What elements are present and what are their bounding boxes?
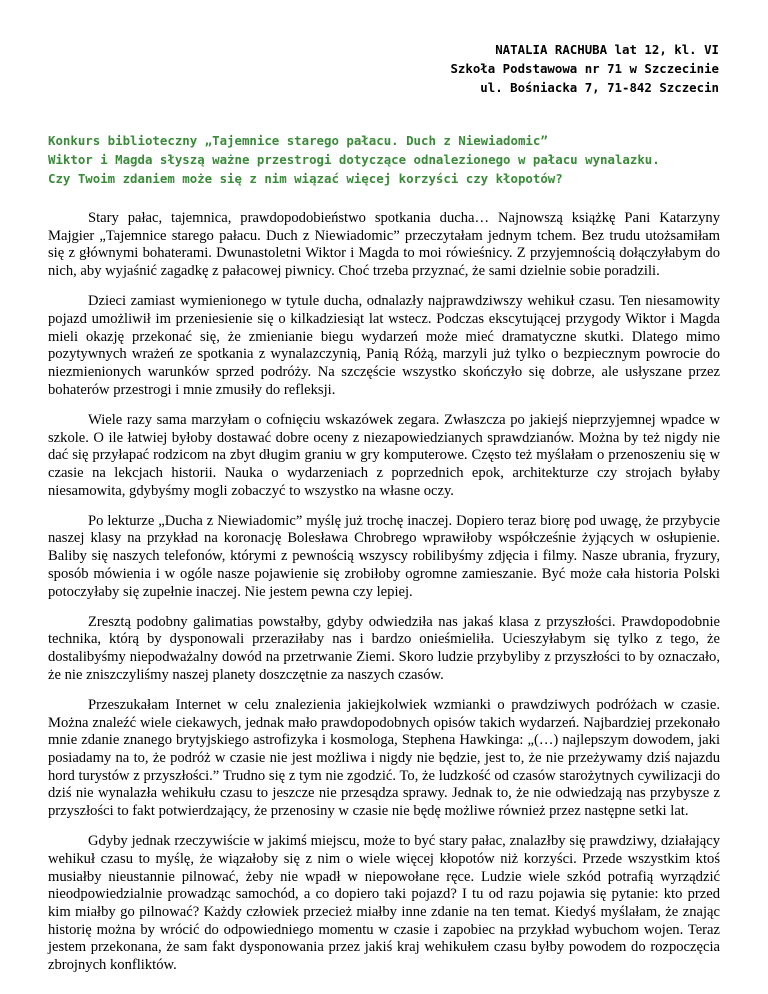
contest-heading — [48, 131, 720, 188]
school-line: Szkoła Podstawowa nr 71 w Szczecinie — [450, 61, 719, 76]
essay-paragraph: Zresztą podobny galimatias powstałby, gdyby odwiedziła nas jakaś klasa z przyszłości. Prawdopodobnie technika, którą by dysponowali przeraziłaby nas i bardzo onieśmieliła. Ucieszyłabym się tylko z tego, że dostalibyśmy niepodważalny dowód na przetrwanie Ziemi. Skoro ludzie przybyliby z przyszłości to by oznaczało, że nie zniszczyliśmy naszej planety doszczętnie za naszych czasów. — [48, 613, 720, 683]
address-line: ul. Bośniacka 7, 71-842 Szczecin — [480, 80, 719, 95]
essay-paragraph: Wiele razy sama marzyłam o cofnięciu wskazówek zegara. Zwłaszcza po jakiejś nieprzyjemnej wpadce w szkole. O ile łatwiej byłoby dostawać dobre oceny z niezapowiedzianych sprawdzianów. Można by też nigdy nie dać się przyłapać rodzicom na zbyt długim graniu w gry komputerowe. Często też myślałam o przenoszeniu się w czasie na lekcjach historii. Nauka o wydarzeniach z poprzednich epok, architekturze czy strojach byłaby niesamowita, gdybyśmy mogli zobaczyć to wszystko na własne oczy. — [48, 411, 720, 499]
essay-body — [48, 210, 720, 975]
contest-topic-line: Wiktor i Magda słyszą ważne przestrogi dotyczące odnalezionego w pałacu wynalazku. — [48, 152, 660, 167]
contest-title-line: Konkurs biblioteczny „Tajemnice starego pałacu. Duch z Niewiadomic” — [48, 133, 548, 148]
essay-paragraph: Gdyby jednak rzeczywiście w jakimś miejscu, może to być stary pałac, znalazłby się prawdziwy, działający wehikuł czasu to myślę, że wiązałoby się z nim o wiele więcej kłopotów niż korzyści. Przede wszystkim ktoś musiałby nieustannie pilnować, żeby nie wpadł w niepowołane ręce. Ludzie wiele szkód potrafią wyrządzić nieodpowiedzialnie prowadząc samochód, a co dopiero taki pojazd? I tu od razu pojawia się pytanie: kto przed kim miałby go pilnować? Każdy człowiek przecież miałby inne zdanie na ten temat. Kiedyś myślałam, że znając historię można by wrócić do odpowiedniego momentu w czasie i zapobiec na przykład wybuchom wojen. Teraz jestem przekonana, że sam fakt dysponowania przez jakiś kraj wehikułem czasu byłby powodem do rozpoczęcia zbrojnych konfliktów. — [48, 833, 720, 974]
essay-paragraph: Dzieci zamiast wymienionego w tytule ducha, odnalazły najprawdziwszy wehikuł czasu. Ten niesamowity pojazd umożliwił im przeniesienie się o kilkadziesiąt lat wstecz. Podczas ekscytującej przygody Wiktor i Magda mieli okazję przekonać się, że zmienianie biegu wydarzeń może mieć dramatyczne skutki. Dlatego mimo pozytywnych wrażeń ze spotkania z wynalazczynią, Panią Różą, marzyli już tylko o bezpiecznym powrocie do niezmienionych warunków sprzed podróży. Na szczęście wszystko skończyło się dobrze, ale usłyszane przez bohaterów przestrogi i mnie zmusiły do refleksji. — [48, 293, 720, 398]
essay-paragraph: Przeszukałam Internet w celu znalezienia jakiejkolwiek wzmianki o prawdziwych podróżach w czasie. Można znaleźć wiele ciekawych, jednak mało prawdopodobnych opisów takich wydarzeń. Najbardziej przekonało mnie zdanie znanego brytyjskiego astrofizyka i kosmologa, Stephena Hawkinga: „(…) najlepszym dowodem, jaki posiadamy na to, że podróż w czasie nie jest możliwa i nigdy nie będzie, jest to, że nie przeżywamy dziś najazdu hord turystów z przyszłości.” Trudno się z tym nie zgodzić. To, że ludzkość od czasów starożytnych cywilizacji do dziś nie wynalazła wehikułu czasu to jeszcze nie przesądza sprawy. Jednak to, że nie odwiedzają nas przybysze z przyszłości to fakt potwierdzający, że przenosiny w czasie nie będę możliwe również przez następne setki lat. — [48, 696, 720, 820]
author-name-line: NATALIA RACHUBA lat 12, kl. VI — [495, 42, 719, 57]
essay-paragraph: Stary pałac, tajemnica, prawdopodobieństwo spotkania ducha… Najnowszą książkę Pani Katarzyny Majgier „Tajemnice starego pałacu. Duch z Niewiadomic” przeczytałam jednym tchem. Bez trudu utożsamiłam się z głównymi bohaterami. Dwunastoletni Wiktor i Magda to moi rówieśnicy. Z przyjemnością dołączyłabym do nich, aby wyjaśnić zagadkę z pałacowej piwnicy. Choć trzeba przyznać, że sami dzielnie sobie poradzili. — [48, 210, 720, 280]
author-header — [48, 40, 719, 97]
contest-question-line: Czy Twoim zdaniem może się z nim wiązać więcej korzyści czy kłopotów? — [48, 171, 563, 186]
essay-paragraph: Po lekturze „Ducha z Niewiadomic” myślę już trochę inaczej. Dopiero teraz biorę pod uwagę, że przybycie naszej klasy na przykład na koronację Bolesława Chrobrego wprawiłoby współcześnie żyjących w osłupienie. Baliby się naszych telefonów, którymi z pewnością wszyscy robilibyśmy zdjęcia i filmy. Nasze ubrania, fryzury, sposób mówienia i w ogóle nasze pojawienie się zrobiłoby ogromne zamieszanie. Być może cała historia Polski potoczyłaby się zupełnie inaczej. Nie jestem pewna czy lepiej. — [48, 512, 720, 600]
